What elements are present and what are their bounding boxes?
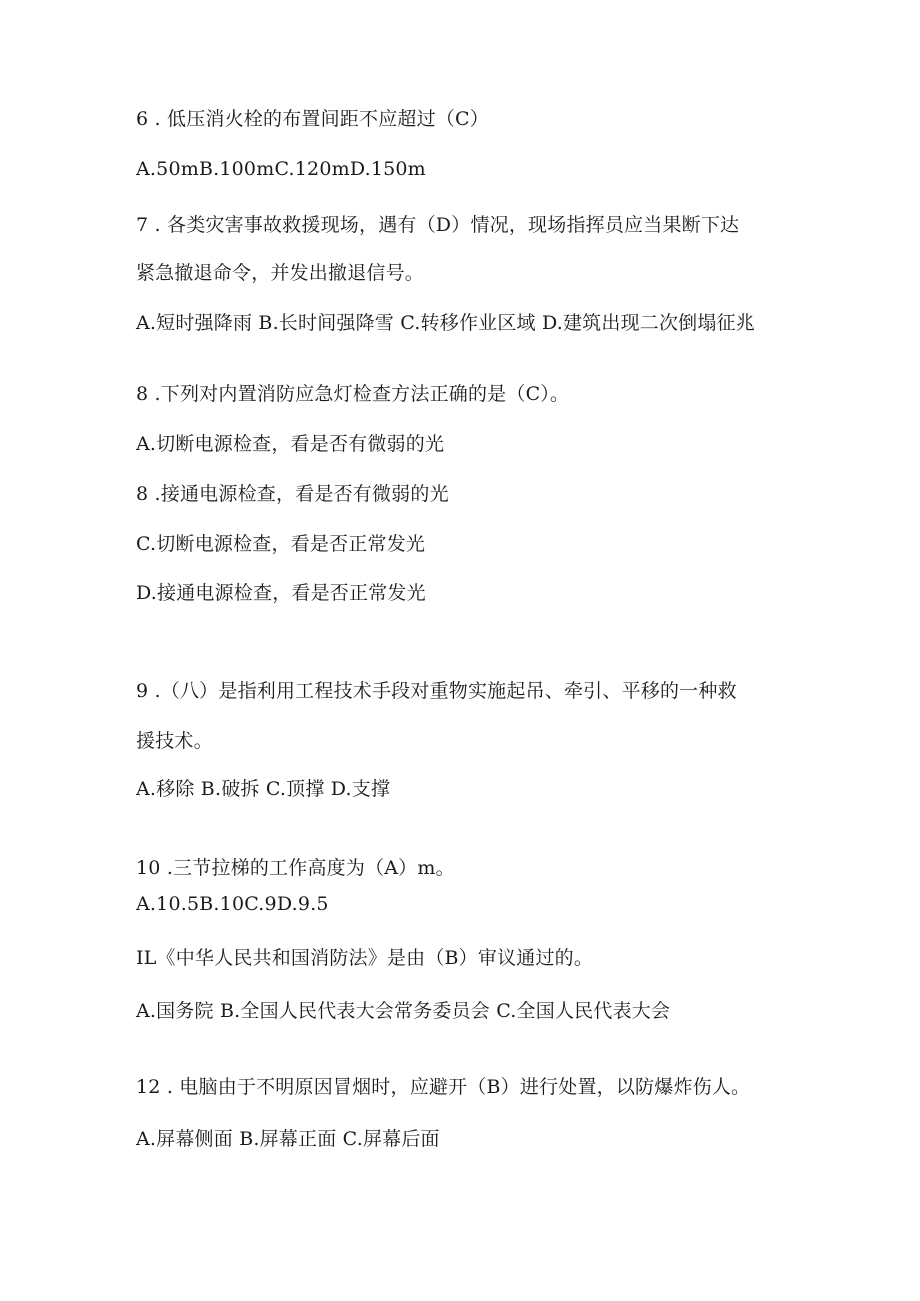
question-8-option-b: 8 .接通电源检查，看是否有微弱的光: [136, 483, 449, 505]
question-6-stem: 6 . 低压消火栓的布置间距不应超过（C）: [136, 108, 489, 130]
question-9-stem-line-1: 9 .（八）是指利用工程技术手段对重物实施起吊、牵引、平移的一种救: [136, 680, 737, 702]
question-9-options: A.移除 B.破拆 C.顶撑 D.支撑: [136, 778, 391, 800]
question-10-stem: 10 .三节拉梯的工作高度为（A）m。: [136, 857, 455, 879]
question-7-options: A.短时强降雨 B.长时间强降雪 C.转移作业区域 D.建筑出现二次倒塌征兆: [136, 312, 755, 334]
question-7-stem-line-1: 7 . 各类灾害事故救援现场，遇有（D）情况，现场指挥员应当果断下达: [136, 214, 740, 236]
question-11-options: A.国务院 B.全国人民代表大会常务委员会 C.全国人民代表大会: [136, 1000, 671, 1022]
question-11-stem: IL《中华人民共和国消防法》是由（B）审议通过的。: [136, 947, 594, 969]
question-8-option-c: C.切断电源检查，看是否正常发光: [136, 533, 426, 555]
question-8-stem: 8 .下列对内置消防应急灯检查方法正确的是（C）。: [136, 383, 570, 405]
question-7-stem-line-2: 紧急撤退命令，并发出撤退信号。: [136, 262, 425, 284]
question-9-stem-line-2: 援技术。: [136, 730, 213, 752]
question-12-stem: 12 . 电脑由于不明原因冒烟时，应避开（B）进行处置，以防爆炸伤人。: [136, 1076, 751, 1098]
question-10-options: A.10.5B.10C.9D.9.5: [136, 893, 329, 915]
question-6-options: A.50mB.100mC.120mD.150m: [136, 158, 426, 180]
question-8-option-d: D.接通电源检查，看是否正常发光: [136, 582, 426, 604]
question-12-options: A.屏幕侧面 B.屏幕正面 C.屏幕后面: [136, 1128, 440, 1150]
question-8-option-a: A.切断电源检查，看是否有微弱的光: [136, 433, 445, 455]
